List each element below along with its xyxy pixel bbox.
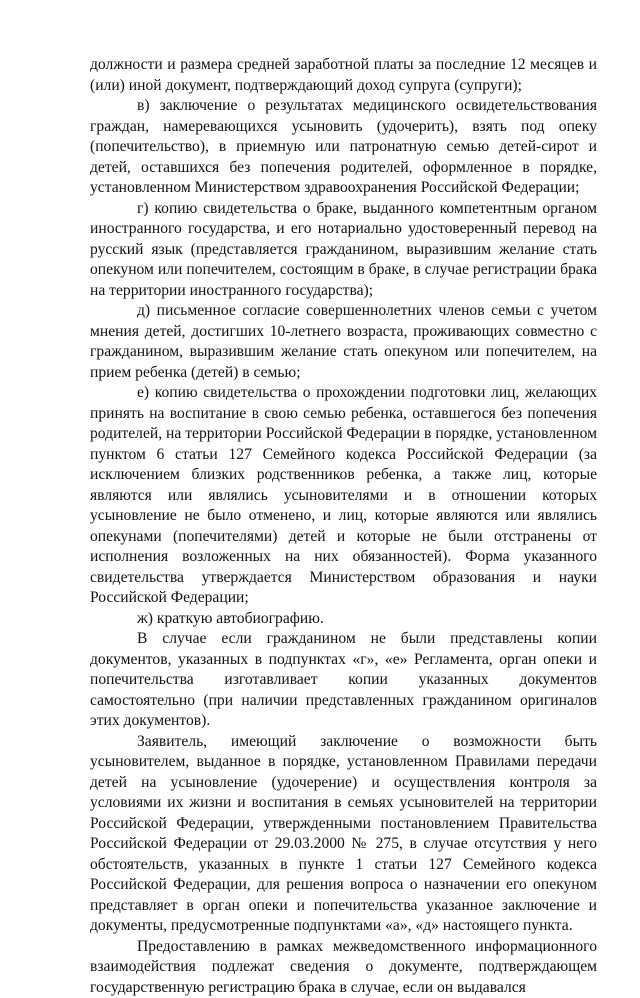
paragraph-item-g-marriage-certificate: г) копию свидетельства о браке, выданного компетентным органом иностранного государства, и его нотариально удостоверенный перевод на русский язык (представляется гражданином, выразившим желание стать опекуном или попечителем, состоящим в браке, в случае регистрации брака на территории иностранного государства);	[90, 199, 597, 302]
paragraph-income-document: должности и размера средней заработной платы за последние 12 месяцев и (или) иной документ, подтверждающий доход супруга (супруги);	[90, 55, 597, 96]
paragraph-interagency-exchange: Предоставлению в рамках межведомственного информационного взаимодействия подлежат сведения о документе, подтверждающем государственную регистрацию брака в случае, если он выдавался	[90, 937, 597, 998]
paragraph-item-v-medical-conclusion: в) заключение о результатах медицинского освидетельствования граждан, намеревающихся усыновить (удочерить), взять под опеку (попечительство), в приемную или патронатную семью детей-сирот и детей, оставшихся без попечения родителей, оформленное в порядке, установленном Министерством здравоохранения Российской Федерации;	[90, 96, 597, 199]
paragraph-item-zh-autobiography: ж) краткую автобиографию.	[90, 609, 597, 630]
paragraph-item-d-family-consent: д) письменное согласие совершеннолетних членов семьи с учетом мнения детей, достигших 10-летнего возраста, проживающих совместно с гражданином, выразившим желание стать опекуном или попечителем, на прием ребенка (детей) в семью;	[90, 301, 597, 383]
paragraph-item-e-training-certificate: е) копию свидетельства о прохождении подготовки лиц, желающих принять на воспитание в свою семью ребенка, оставшегося без попечения родителей, на территории Российской Федерации в порядке, установленном пунктом 6 статьи 127 Семейного кодекса Российской Федерации (за исключением близких родственников ребенка, а также лиц, которые являются или являлись усыновителями и в отношении которых усыновление не было отменено, и лиц, которые являются или являлись опекунами (попечителями) детей и которые не были отстранены от исполнения возложенных на них обязанностей). Форма указанного свидетельства утверждается Министерством образования и науки Российской Федерации;	[90, 383, 597, 609]
document-page	[90, 55, 597, 998]
paragraph-adopter-conclusion: Заявитель, имеющий заключение о возможности быть усыновителем, выданное в порядке, установленном Правилами передачи детей на усыновление (удочерение) и осуществления контроля за условиями их жизни и воспитания в семьях усыновителей на территории Российской Федерации, утвержденными постановлением Правительства Российской Федерации от 29.03.2000 № 275, в случае отсутствия у него обстоятельств, указанных в пункте 1 статьи 127 Семейного кодекса Российской Федерации, для решения вопроса о назначении его опекуном представляет в орган опеки и попечительства указанное заключение и документы, предусмотренные подпунктами «а», «д» настоящего пункта.	[90, 732, 597, 937]
paragraph-copies-by-authority: В случае если гражданином не были представлены копии документов, указанных в подпунктах «г», «е» Регламента, орган опеки и попечительства изготавливает копии указанных документов самостоятельно (при наличии представленных гражданином оригиналов этих документов).	[90, 629, 597, 732]
